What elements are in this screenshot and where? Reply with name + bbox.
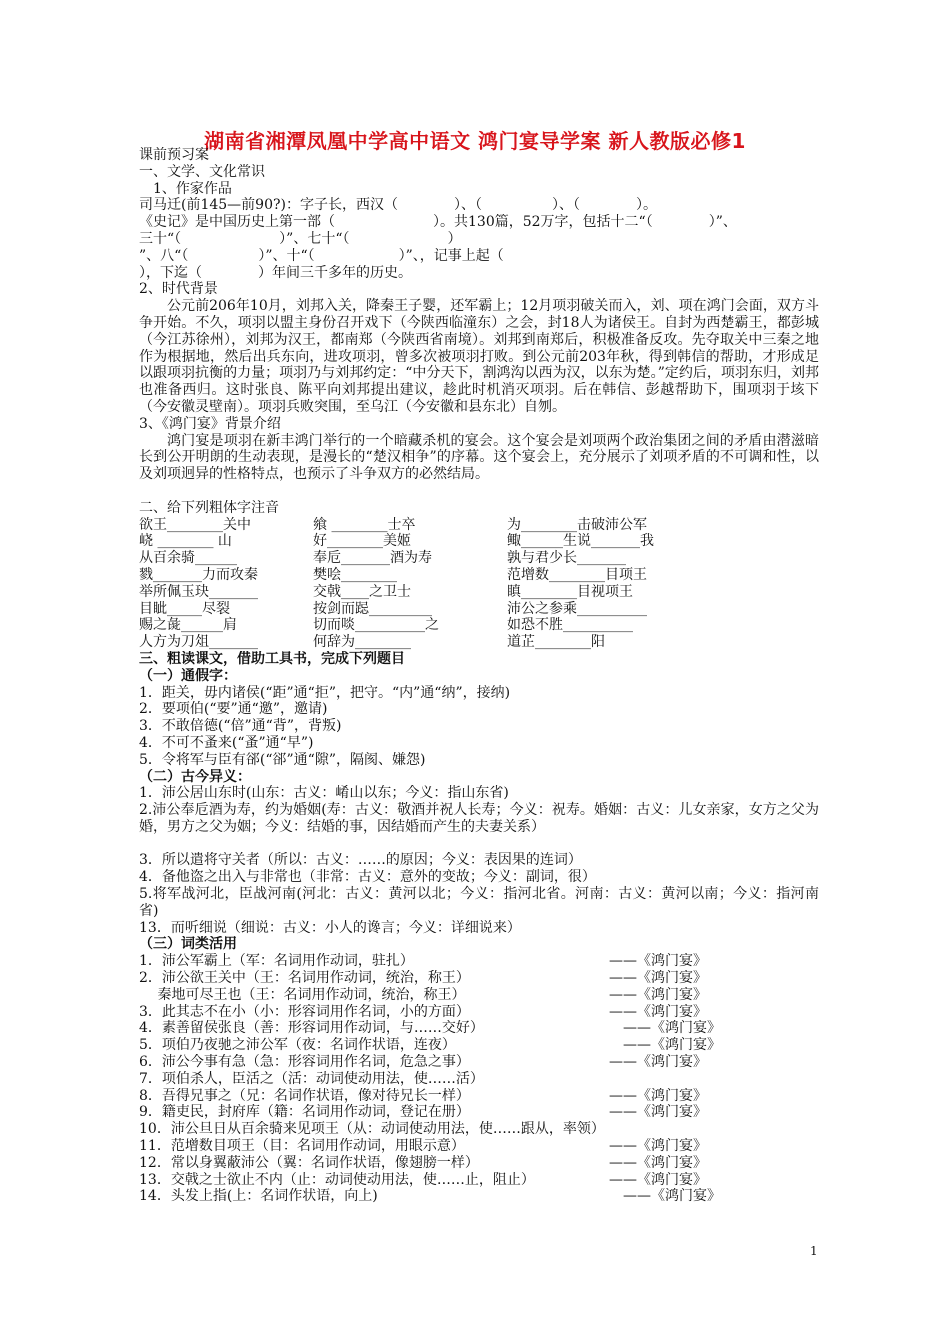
reading-heading: 三、粗读课文，借助工具书，完成下列题目 xyxy=(139,650,405,667)
section-heading: 一、文学、文化常识 xyxy=(139,163,265,180)
document-title: 湖南省湘潭凤凰中学高中语文 鸿门宴导学案 新人教版必修1 xyxy=(204,129,746,153)
cilei-item xyxy=(139,970,819,987)
cilei-source: ——《鸿门宴》 xyxy=(609,1104,707,1121)
pinyin-table xyxy=(139,517,819,651)
pinyin-item: 孰与君少长_______ xyxy=(507,550,626,567)
cilei-text: 5．项伯乃夜驰之沛公军（夜：名词作状语，连夜） xyxy=(139,1037,456,1054)
cilei-item xyxy=(139,1155,819,1172)
cilei-text: 6．沛公今事有急（急：形容词用作名词，危急之事） xyxy=(139,1054,470,1071)
cilei-text: 10．沛公旦日从百余骑来见项王（从：动词使动用法，使……跟从，率领） xyxy=(139,1121,605,1138)
pinyin-item: 按剑而跽_________ xyxy=(313,600,432,617)
cilei-item xyxy=(139,1138,819,1155)
pinyin-item: 何辞为________ xyxy=(313,634,411,651)
cilei-source: ——《鸿门宴》 xyxy=(609,1171,707,1188)
pinyin-item: 为________击破沛公军 xyxy=(507,516,647,533)
subsection-heading: 3、《鸿门宴》背景介绍 xyxy=(139,415,281,432)
cilei-source: ——《鸿门宴》 xyxy=(609,986,707,1003)
gujin-item: 13．而听细说（细说：古义：小人的谗言；今义：详细说来） xyxy=(139,919,521,936)
gujin-heading: （二）古今异义： xyxy=(139,768,251,785)
tongjia-item: 1．距关，毋内诸侯(“距”通“拒”，把守。“内”通“纳”，接纳) xyxy=(139,684,511,701)
document-body xyxy=(139,147,819,1205)
cilei-text: 13．交戟之士欲止不内（止：动词使动用法，使……止，阻止） xyxy=(139,1171,535,1188)
subsection-heading: 1、作家作品 xyxy=(153,180,232,197)
tongjia-heading: （一）通假字： xyxy=(139,667,237,684)
cilei-text: 8．吾得兄事之（兄：名词作状语，像对待兄长一样） xyxy=(139,1087,470,1104)
subsection-heading: 2、时代背景 xyxy=(139,281,218,298)
cilei-text: 3．此其志不在小（小：形容词用作名词，小的方面） xyxy=(139,1003,470,1020)
cilei-text: 7．项伯杀人，臣活之（活：动词使动用法，使……活） xyxy=(139,1070,484,1087)
tongjia-item: 5．令将军与臣有郤(“郤”通“隙”，隔阂、嫌怨) xyxy=(139,751,426,768)
cilei-heading: （三）词类活用 xyxy=(139,936,237,953)
tongjia-item: 2．要项伯(“要”通“邀”，邀请) xyxy=(139,701,328,718)
cilei-source: ——《鸿门宴》 xyxy=(609,953,707,970)
cilei-text: 1．沛公军霸上（军：名词用作动词，驻扎） xyxy=(139,953,414,970)
background-paragraph: 公元前206年10月，刘邦入关，降秦王子婴，还军霸上；12月项羽破关而入，刘、项在鸿门会面，双方斗争开始。不久，项羽以盟主身份召开戏下（今陕西临潼东）之会，封18人为诸侯王。自封为西楚霸王，都彭城（今江苏徐州），刘邦为汉王，都南郑（今陕西省南境）。刘邦到南郑后，积极准备反攻。先夺取关中三秦之地作为根据地，然后出兵东向，进攻项羽，曾多次被项羽打败。到公元前203年秋，得到韩信的帮助，才形成足以跟项羽抗衡的力量；项羽乃与刘邦约定：“中分天下，割鸿沟以西为汉，以东为楚。”定约后，项羽东归，刘邦也准备西归。这时张良、陈平向刘邦提出建议，趁此时机消灭项羽。后在韩信、彭越帮助下，围项羽于垓下（今安徽灵壁南）。项羽兵败突围，至乌江（今安徽和县东北）自刎。 xyxy=(139,298,819,415)
pinyin-item: 目眦_____尽裂 xyxy=(139,600,230,617)
pinyin-item: 好________美姬 xyxy=(313,533,411,550)
tongjia-item: 4．不可不蚤来(“蚤”通“早”) xyxy=(139,734,314,751)
cilei-item xyxy=(139,1037,819,1054)
pinyin-item: 欲王________关中 xyxy=(139,516,251,533)
text-line: 三十“（ ）”、七十“（ ） xyxy=(139,230,462,247)
cilei-source xyxy=(609,1071,819,1088)
cilei-source: ——《鸿门宴》 xyxy=(609,1138,707,1155)
gujin-item: 1．沛公居山东时(山东：古义：崤山以东；今义：指山东省) xyxy=(139,785,509,802)
gujin-item: 5.将军战河北，臣战河南(河北：古义：黄河以北；今义：指河北省。河南：古义：黄河以南；今义：指河南省) xyxy=(139,886,819,919)
pinyin-item: 飨 ________士卒 xyxy=(313,516,416,533)
cilei-source: ——《鸿门宴》 xyxy=(609,1037,721,1054)
cilei-text: 12．常以身翼蔽沛公（翼：名词作状语，像翅膀一样） xyxy=(139,1154,479,1171)
cilei-item xyxy=(139,953,819,970)
pinyin-item: 沛公之参乘__________ xyxy=(507,600,647,617)
cilei-item xyxy=(139,1071,819,1088)
cilei-item xyxy=(139,1172,819,1189)
cilei-source: ——《鸿门宴》 xyxy=(609,1154,707,1171)
pinyin-item: 瞋________目视项王 xyxy=(507,583,633,600)
pinyin-item: 人方为刀俎_______ xyxy=(139,634,258,651)
pinyin-item: 举所佩玉玦_______ xyxy=(139,583,258,600)
intro-paragraph: 鸿门宴是项羽在新丰鸿门举行的一个暗藏杀机的宴会。这个宴会是刘项两个政治集团之间的矛盾由潜滋暗长到公开明朗的生动表现，是漫长的“楚汉相争”的序幕。这个宴会上，充分展示了刘项矛盾的不可调和性，以及刘项迥异的性格特点，也预示了斗争双方的必然结局。 xyxy=(139,432,819,483)
cilei-item xyxy=(139,987,819,1004)
preview-heading: 课前预习案 xyxy=(139,147,209,163)
cilei-text: 9．籍吏民，封府库（籍：名词用作动词，登记在册） xyxy=(139,1104,470,1121)
cilei-text: 秦地可尽王也（王：名词用作动词，统治，称王） xyxy=(139,986,466,1003)
cilei-item xyxy=(139,1088,819,1105)
pinyin-item: 范增数________目项王 xyxy=(507,566,647,583)
cilei-source: ——《鸿门宴》 xyxy=(609,1054,707,1071)
cilei-item xyxy=(139,1020,819,1037)
pinyin-item: 戮_______力而攻秦 xyxy=(139,566,258,583)
text-line: ），下迄（ ）年间三千多年的历史。 xyxy=(139,264,412,281)
pinyin-item: 峣 ________ 山 xyxy=(139,533,232,550)
gujin-item: 3．所以遣将守关者（所以：古义：……的原因；今义：表因果的连词） xyxy=(139,852,582,869)
cilei-text: 14．头发上指(上：名词作状语，向上) xyxy=(139,1188,378,1205)
gujin-item: 2.沛公奉卮酒为寿，约为婚姻(寿：古义：敬酒并祝人长寿；今义：祝寿。婚姻：古义：儿女亲家，女方之父为婚，男方之父为姻；今义：结婚的事，因结婚而产生的夫妻关系） xyxy=(139,802,819,835)
gujin-item: 4．备他盗之出入与非常也（非常：古义：意外的变故；今义：副词，很） xyxy=(139,869,596,886)
cilei-item xyxy=(139,1004,819,1021)
cilei-source: ——《鸿门宴》 xyxy=(609,970,707,987)
pinyin-item: 樊哙________ xyxy=(313,566,397,583)
cilei-item xyxy=(139,1188,819,1205)
pinyin-item: 交戟____之卫士 xyxy=(313,583,411,600)
cilei-list xyxy=(139,953,819,1205)
cilei-source: ——《鸿门宴》 xyxy=(609,1020,721,1037)
cilei-item xyxy=(139,1121,819,1138)
pinyin-item: 切而啖__________之 xyxy=(313,617,439,634)
cilei-text: 2．沛公欲王关中（王：名词用作动词，统治，称王） xyxy=(139,970,470,987)
text-line: ”、八“（ ）”、十“（ ）”、，记事上起（ xyxy=(139,247,504,264)
pinyin-item: 赐之彘______肩 xyxy=(139,617,237,634)
pinyin-item: 从百余骑______ xyxy=(139,550,237,567)
text-line: 《史记》是中国历史上第一部（ ）。共130篇，52万字，包括十二“（ ）”、 xyxy=(139,214,737,231)
cilei-source: ——《鸿门宴》 xyxy=(609,1087,707,1104)
cilei-item xyxy=(139,1104,819,1121)
page-number: 1 xyxy=(810,1244,818,1258)
text-line: 司马迁(前145—前90?)：字子长，西汉（ ）、（ ）、（ ）。 xyxy=(139,197,657,214)
cilei-text: 4．素善留侯张良（善：形容词用作动词，与……交好） xyxy=(139,1020,484,1037)
pinyin-heading: 二、给下列粗体字注音 xyxy=(139,499,279,516)
pinyin-item: 鲰______生说_______我 xyxy=(507,533,654,550)
cilei-item xyxy=(139,1054,819,1071)
pinyin-item: 道芷________阳 xyxy=(507,634,605,651)
pinyin-item: 奉卮_______酒为寿 xyxy=(313,550,432,567)
cilei-source: ——《鸿门宴》 xyxy=(609,1188,721,1205)
pinyin-item: 如恐不胜__________ xyxy=(507,617,633,634)
cilei-text: 11．范增数目项王（目：名词用作动词，用眼示意） xyxy=(139,1138,465,1155)
cilei-source: ——《鸿门宴》 xyxy=(609,1003,707,1020)
tongjia-item: 3．不敢倍德(“倍”通“背”，背叛) xyxy=(139,718,342,735)
